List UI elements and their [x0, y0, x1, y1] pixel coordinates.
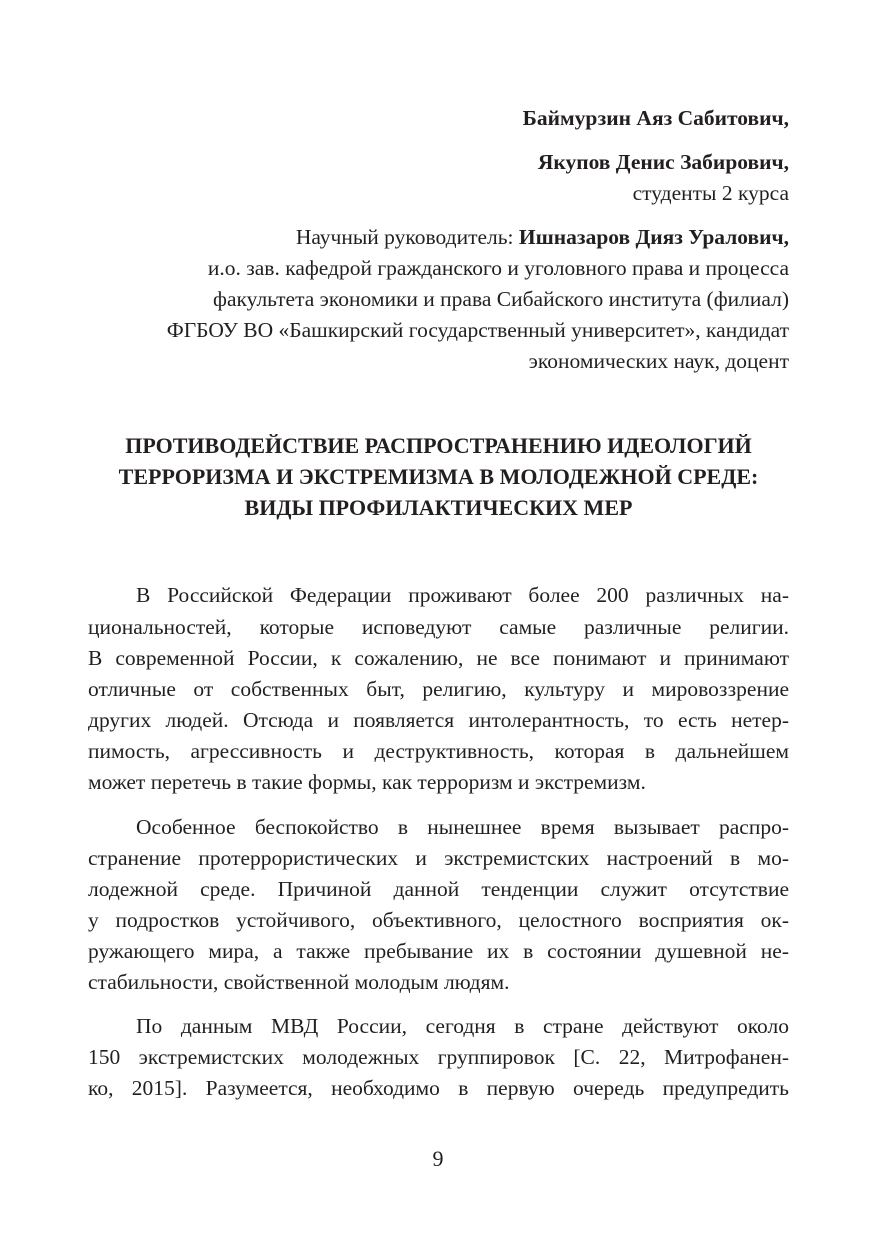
- body-text-line: В современной России, к сожалению, не все понимают и принимают: [88, 646, 789, 670]
- article-title-line: ТЕРРОРИЗМА И ЭКСТРЕМИЗМА В МОЛОДЕЖНОЙ СРЕДЕ:: [118, 464, 759, 489]
- body-text-line: циональностей, которые исповедуют самые различные религии.: [88, 615, 789, 639]
- author-name-2: Якупов Денис Забирович,: [537, 150, 789, 174]
- page-number: 9: [432, 1146, 444, 1171]
- article-title-line: ВИДЫ ПРОФИЛАКТИЧЕСКИХ МЕР: [244, 495, 633, 520]
- body-text-line: По данным МВД России, сегодня в стране действуют около: [136, 1014, 789, 1038]
- body-text-line: странение протеррористических и экстремистских настроений в мо-: [88, 846, 789, 870]
- body-text-line: лодежной среде. Причиной данной тенденции служит отсутствие: [88, 877, 789, 901]
- body-text-line: В Российской Федерации проживают более 200 различных на-: [136, 583, 789, 607]
- body-text-line: стабильности, свойственной молодым людям.: [88, 970, 510, 994]
- body-text-line: 150 экстремистских молодежных группировок [С. 22, Митрофанен-: [88, 1045, 789, 1069]
- body-text-line: Особенное беспокойство в нынешнее время вызывает распро-: [136, 815, 789, 839]
- body-text-line: у подростков устойчивого, объективного, целостного восприятия ок-: [88, 908, 789, 932]
- author-name-1: Баймурзин Аяз Сабитович,: [522, 106, 789, 130]
- author-role: студенты 2 курса: [632, 181, 789, 205]
- body-text-line: отличные от собственных быт, религию, культуру и мировоззрение: [88, 677, 789, 701]
- supervisor-position-line: и.о. зав. кафедрой гражданского и уголовного права и процесса: [207, 256, 789, 280]
- body-text-line: может перетечь в такие формы, как терроризм и экстремизм.: [88, 770, 646, 794]
- supervisor-line: [88, 222, 789, 253]
- supervisor-name: Ишназаров Дияз Уралович,: [518, 225, 789, 249]
- body-text-line: пимость, агрессивность и деструктивность, которая в дальнейшем: [88, 739, 789, 763]
- body-text-line: ружающего мира, а также пребывание их в состоянии душевной не-: [88, 939, 789, 963]
- supervisor-position-line: экономических наук, доцент: [528, 349, 789, 373]
- supervisor-position-line: ФГБОУ ВО «Башкирский государственный университет», кандидат: [166, 318, 789, 342]
- article-title-line: ПРОТИВОДЕЙСТВИЕ РАСПРОСТРАНЕНИЮ ИДЕОЛОГИЙ: [125, 433, 752, 458]
- body-text-line: ко, 2015]. Разумеется, необходимо в первую очередь предупредить: [88, 1076, 789, 1100]
- supervisor-label: Научный руководитель:: [295, 225, 519, 249]
- body-text-line: других людей. Отсюда и появляется интолерантность, то есть нетер-: [88, 708, 789, 732]
- supervisor-position-line: факультета экономики и права Сибайского института (филиал): [213, 287, 789, 311]
